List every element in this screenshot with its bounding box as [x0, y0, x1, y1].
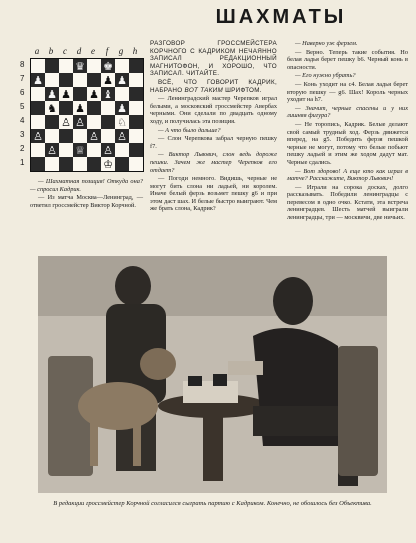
board-square: ♟ — [87, 87, 101, 101]
board-square — [45, 59, 59, 73]
file-label: e — [91, 46, 95, 56]
file-label: b — [48, 46, 54, 56]
dialogue-paragraph: — Вот здорово! А еще кто как играл в матче? Расскажите, Виктор Львович! — [287, 167, 408, 183]
board-square: ♚ — [101, 59, 115, 73]
rank-label: 3 — [20, 130, 25, 139]
page-title: ШАХМАТЫ — [215, 6, 347, 28]
article-middle-column — [150, 40, 277, 214]
dialogue-paragraph: — А что было дальше? — [158, 126, 221, 134]
dialogue-paragraph: — Конь уходит на c4. Белая ладья берет вторую пешку — g6. Шах! Король черных уходит на h7. — [287, 80, 408, 104]
dialogue-paragraph: — Наверно уж ферзем. — [295, 40, 358, 47]
board-square — [115, 87, 129, 101]
dialogue-paragraph: — Слон Черепкова забрал черную пешку f7. — [150, 135, 277, 150]
file-label: f — [105, 46, 109, 56]
file-label: c — [63, 46, 67, 56]
board-square — [87, 101, 101, 115]
board-square — [73, 87, 87, 101]
board-square — [31, 87, 45, 101]
board-square — [59, 101, 73, 115]
board-square: ♙ — [59, 115, 73, 129]
board-square: ♟ — [115, 101, 129, 115]
article-left-column — [30, 178, 143, 210]
article-right-column — [287, 40, 408, 223]
board-square — [101, 115, 115, 129]
board-square: ♘ — [115, 115, 129, 129]
board-square — [31, 115, 45, 129]
board-square — [87, 143, 101, 157]
photo-caption: В редакции гроссмейстер Корчной согласился сыграть партию с Кадриком. Конечно, не обошлось без Объектива. — [53, 500, 372, 507]
board-square: ♟ — [59, 87, 73, 101]
file-label: h — [132, 46, 138, 56]
rank-label: 7 — [20, 74, 25, 83]
intro-paragraph: РАЗГОВОР ГРОССМЕЙСТЕРА КОРЧНОГО С КАДРИКОМ НЕЧАЯННО ЗАПИСАЛ РЕДАКЦИОННЫЙ МАГНИТОФОН, И ХОРОШО, ЧТО ЗАПИСАЛ. ЧИТАЙТЕ. — [150, 40, 277, 78]
dialogue-paragraph: — Его нужно убрать? — [295, 72, 356, 80]
dialogue-paragraph: — Из матча Москва—Ленинград, — ответил гроссмейстер Виктор Корчной. — [30, 194, 143, 209]
board-square — [115, 59, 129, 73]
board-square — [129, 59, 143, 73]
dialogue-paragraph: — Погоди немного. Видишь, черные не могут бить слона ни ладьей, ни королем. Иначе белый ферзь возьмет пешку g6 и при этом даст шах. И белые быстро выиграют. Чем же брать слона, Кадрик? — [150, 175, 277, 213]
board-file-labels — [30, 46, 142, 56]
board-square — [129, 101, 143, 115]
board-square — [87, 115, 101, 129]
board-square — [115, 157, 129, 171]
board-square — [45, 73, 59, 87]
photo-illustration — [38, 256, 387, 493]
board-square — [129, 73, 143, 87]
dialogue-paragraph: — Ленинградский мастер Черепков играл белыми, а московский гроссмейстер Авербах черными. Они сделали по двадцать одному ходу, и получилась эта позиция. — [150, 95, 277, 125]
dialogue-paragraph: — Шахматная позиция! Откуда она? — спросил Кадрик. — [30, 178, 143, 193]
dialogue-paragraph: — Не торопись, Кадрик. Белые делают свой самый трудный ход. Ферзь движется вперед, на g5. Победить ферзя пешкой черные не могут, потому что белые побьют пешку ладьей и этим же ходом дадут мат. Черные сдались. — [287, 120, 408, 166]
board-square: ♕ — [73, 143, 87, 157]
dialogue-paragraph: — Верно. Теперь такие события. Но белая ладья берет пешку b6. Черный конь в опасности. — [287, 48, 408, 71]
board-square — [87, 157, 101, 171]
dialogue-paragraph: — Виктор Львович, слон ведь дороже пешки. Зачем же мастер Черепков его отдает? — [150, 151, 277, 174]
board-square: ♙ — [87, 129, 101, 143]
dialogue-paragraph: — Играли на сорока досках, долго рассказывать. Победили ленинградцы с перевесом в одно очко. Кстати, эта встреча ленинградцев. Шесть матчей выиграли ленинградцы, три — москвичи, две ничьих. — [287, 183, 408, 222]
board-square — [45, 157, 59, 171]
board-square: ♟ — [31, 73, 45, 87]
board-square: ♟ — [101, 73, 115, 87]
board-square — [31, 157, 45, 171]
intro-note-part2: ШРИФТОМ. — [223, 86, 262, 94]
dialogue-paragraph: — Значит, черные спасены и у них лишняя фигура? — [287, 104, 408, 120]
board-square — [45, 129, 59, 143]
intro-note-part1: ВСЁ, ЧТО ГОВОРИТ КАДРИК, НАБРАНО — [150, 78, 277, 94]
board-square — [129, 115, 143, 129]
board-square — [129, 129, 143, 143]
board-square — [59, 157, 73, 171]
board-square — [73, 73, 87, 87]
rank-label: 1 — [20, 158, 25, 167]
rank-label: 2 — [20, 144, 25, 153]
board-square: ♙ — [31, 129, 45, 143]
rank-label: 8 — [20, 60, 25, 69]
rank-label: 5 — [20, 102, 25, 111]
board-square — [45, 115, 59, 129]
board-square — [129, 157, 143, 171]
board-square: ♙ — [45, 143, 59, 157]
board-square: ♙ — [73, 115, 87, 129]
file-label: a — [34, 46, 40, 56]
rank-label: 6 — [20, 88, 25, 97]
board-square: ♙ — [101, 143, 115, 157]
board-square: ♟ — [115, 73, 129, 87]
board-square — [31, 101, 45, 115]
intro-note-italic: ВОТ ТАКИМ — [184, 86, 224, 94]
board-square — [129, 87, 143, 101]
board-square — [59, 129, 73, 143]
rank-label: 4 — [20, 116, 25, 125]
board-square — [73, 129, 87, 143]
board-square — [59, 143, 73, 157]
board-rank-labels — [20, 58, 24, 170]
file-label: d — [76, 46, 82, 56]
board-square — [31, 143, 45, 157]
board-square — [31, 59, 45, 73]
board-square — [59, 73, 73, 87]
board-square — [101, 129, 115, 143]
board-square: ♟ — [45, 87, 59, 101]
board-square: ♝ — [101, 87, 115, 101]
board-square: ♔ — [101, 157, 115, 171]
board-square — [87, 59, 101, 73]
file-label: g — [118, 46, 124, 56]
board-square: ♙ — [115, 129, 129, 143]
board-square: ♟ — [73, 101, 87, 115]
intro-font-note — [150, 79, 277, 94]
board-square — [101, 101, 115, 115]
board-square: ♛ — [73, 59, 87, 73]
board-square: ♞ — [45, 101, 59, 115]
board-square — [87, 73, 101, 87]
chess-diagram — [30, 58, 144, 172]
board-square — [59, 59, 73, 73]
photo-chess-game — [38, 256, 387, 493]
board-square — [129, 143, 143, 157]
board-square — [115, 143, 129, 157]
board-square — [73, 157, 87, 171]
